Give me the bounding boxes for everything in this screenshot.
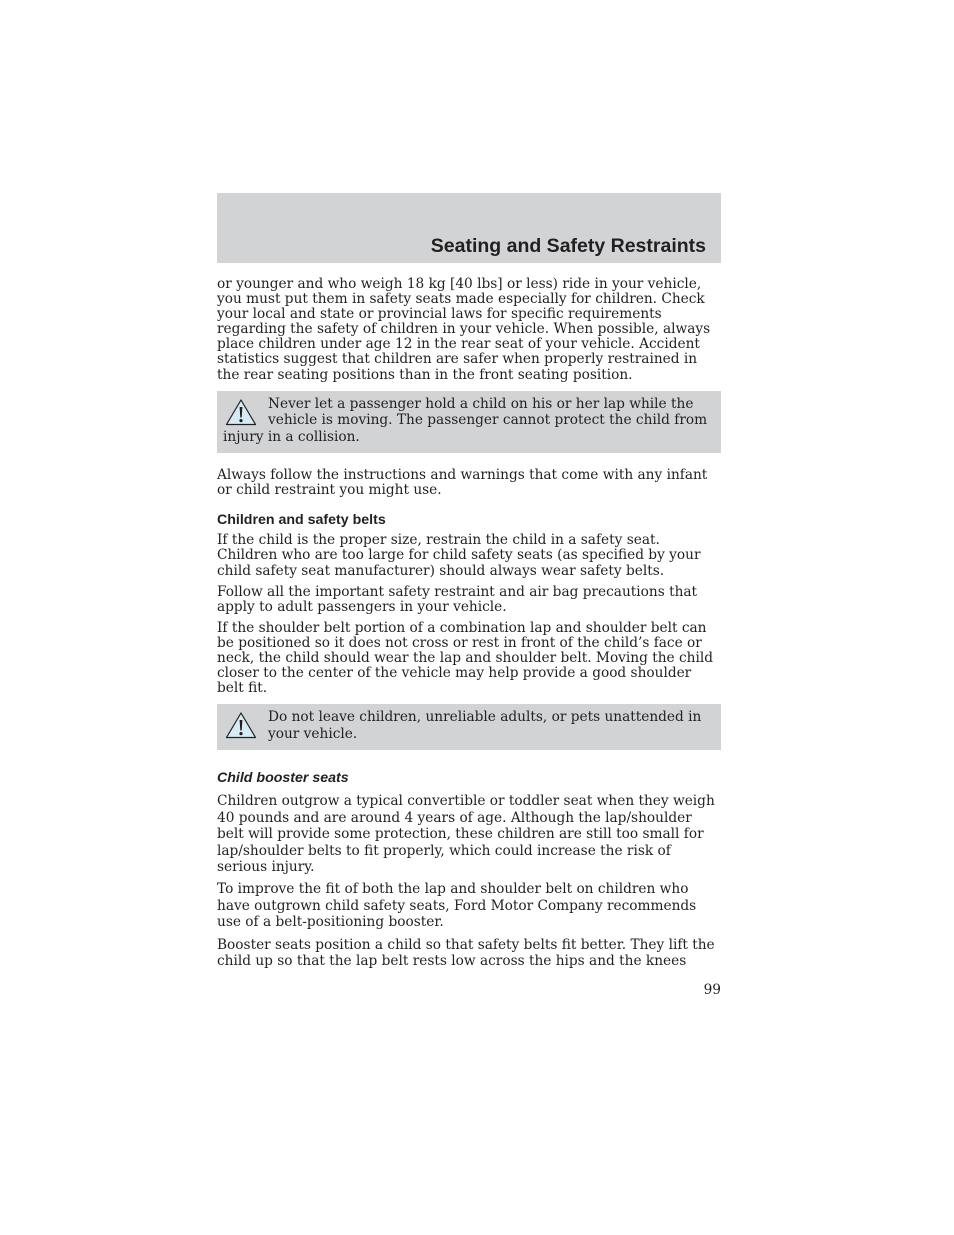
section-title: Seating and Safety Restraints [430, 235, 706, 257]
warning-triangle-icon [225, 398, 257, 426]
header-band [217, 193, 721, 263]
warning-box-unattended [217, 704, 721, 750]
page-number: 99 [703, 982, 721, 998]
subheading-child-booster-seats: Child booster seats [217, 770, 349, 787]
belt-fit-paragraph: To improve the fit of both the lap and shoulder belt on children who have outgrown child safety seats, Ford Motor Company recommends use of a belt-positioning booster. [217, 881, 697, 931]
outgrow-paragraph: Children outgrow a typical convertible or toddler seat when they weigh 40 pounds and are around 4 years of age. Although the lap/shoulder belt will provide some protection, these children are still too small for lap/shoulder belts to fit properly, which could increase the risk of serious injury. [217, 793, 715, 875]
shoulder-belt-paragraph: If the shoulder belt portion of a combination lap and shoulder belt can be positioned so it does not cross or rest in front of the child’s face or neck, the child should wear the lap and shoulder belt. Moving the child closer to the center of the vehicle may help provide a good shoulder belt fit. [217, 619, 713, 697]
warning-text: Never let a passenger hold a child on his or her lap while the vehicle is moving. The passenger cannot protect the child from injury in a collision. [223, 395, 708, 445]
proper-size-paragraph: If the child is the proper size, restrain the child in a safety seat. Children who are too large for child safety seats (as specified by your child safety seat manufacturer) should always wear safety belts. [217, 532, 701, 579]
booster-paragraph: Booster seats position a child so that safety belts fit better. They lift the child up so that the lap belt rests low across the hips and the knees [217, 936, 715, 969]
subheading-children-safety-belts: Children and safety belts [217, 512, 386, 529]
warning-box-lap [217, 391, 721, 454]
precautions-paragraph: Follow all the important safety restraint and air bag precautions that apply to adult passengers in your vehicle. [217, 583, 698, 615]
page-content [217, 277, 721, 975]
warning-triangle-icon [225, 711, 257, 739]
intro-paragraph: or younger and who weigh 18 kg [40 lbs] or less) ride in your vehicle, you must put them in safety seats made especially for children. Check your local and state or provincial laws for specific requirements regarding the safety of children in your vehicle. When possible, always place children under age 12 in the rear seat of your vehicle. Accident statistics suggest that children are safer when properly restrained in the rear seating positions than in the front seating position. [217, 276, 711, 383]
warning-text: Do not leave children, unreliable adults, or pets unattended in your vehicle. [268, 709, 702, 742]
instructions-paragraph: Always follow the instructions and warnings that come with any infant or child restraint you might use. [217, 467, 708, 499]
